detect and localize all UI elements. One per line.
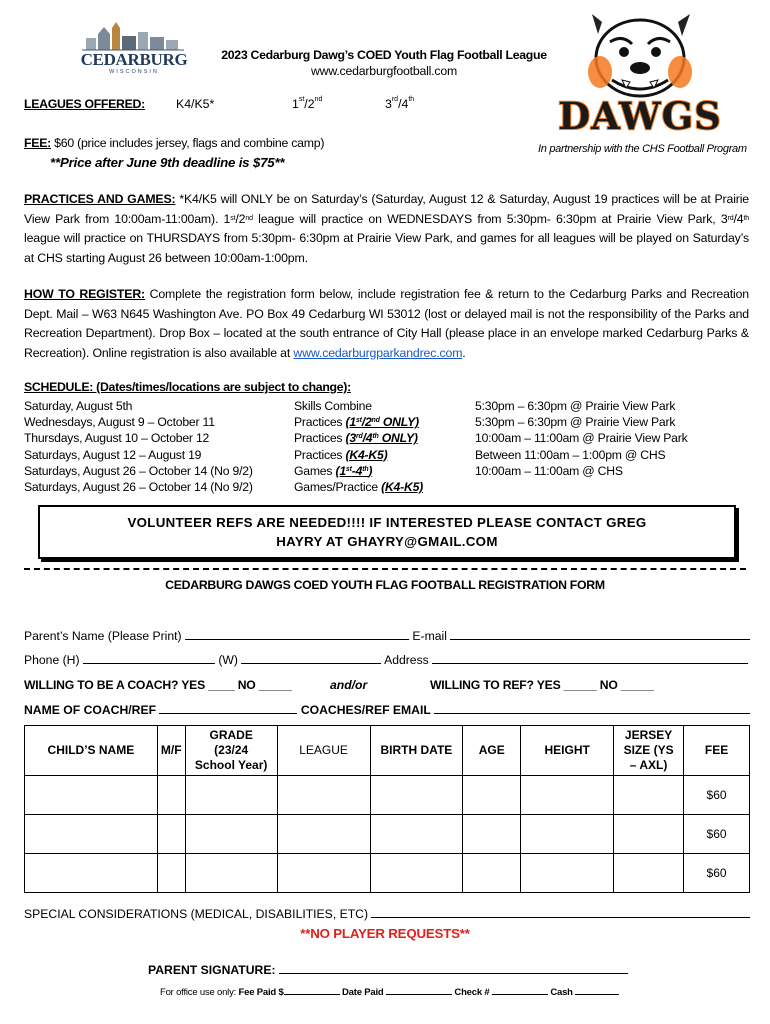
child-name-cell[interactable] bbox=[25, 776, 158, 815]
schedule-date: Saturday, August 5th bbox=[24, 399, 133, 413]
cedarburg-logo bbox=[78, 22, 190, 76]
age-cell[interactable] bbox=[463, 815, 521, 854]
special-row: SPECIAL CONSIDERATIONS (MEDICAL, DISABILITIES, ETC) bbox=[24, 907, 750, 921]
coach-name-row: NAME OF COACH/REF COACHES/REF EMAIL bbox=[24, 703, 750, 717]
partnership-note: In partnership with the CHS Football Program bbox=[538, 143, 747, 155]
grade-cell[interactable] bbox=[185, 815, 277, 854]
schedule-event: Skills Combine bbox=[294, 399, 372, 413]
fee-paid-field[interactable] bbox=[284, 994, 340, 995]
birth-date-cell[interactable] bbox=[370, 815, 463, 854]
registration-link[interactable]: www.cedarburgparkandrec.com bbox=[293, 345, 463, 360]
phone-home-field[interactable] bbox=[83, 663, 215, 664]
schedule-date: Saturdays, August 12 – August 19 bbox=[24, 447, 202, 462]
col-birth-date: BIRTH DATE bbox=[370, 726, 463, 776]
mf-cell[interactable] bbox=[157, 776, 185, 815]
no-player-requests: **NO PLAYER REQUESTS** bbox=[300, 926, 470, 941]
cut-line bbox=[24, 568, 746, 570]
age-cell[interactable] bbox=[463, 776, 521, 815]
mf-cell[interactable] bbox=[157, 815, 185, 854]
schedule-times bbox=[475, 398, 688, 479]
fee-line bbox=[24, 136, 324, 150]
schedule-time: 5:30pm – 6:30pm @ Prairie View Park bbox=[475, 399, 676, 413]
age-cell[interactable] bbox=[463, 854, 521, 893]
birth-date-cell[interactable] bbox=[370, 776, 463, 815]
fee-cell: $60 bbox=[684, 776, 750, 815]
and-or: and/or bbox=[330, 678, 368, 692]
coach-question[interactable]: WILLING TO BE A COACH? YES ____ NO _____ bbox=[24, 678, 292, 692]
col-league: LEAGUE bbox=[277, 726, 370, 776]
register-paragraph: HOW TO REGISTER: Complete the registration form below, include registration fee & return to the Cedarburg Parks and Recreation Dept. Mail – W63 N645 Washington Ave. PO Box 49 Cedarburg WI 53012 (lost or delayed mail is not the responsibility of the Parks and Recreation Department). Drop Box – located at the south entrance of City Hall (please place in an envelope marked Cedarburg Parks & Recreation). Online registration is also available at www.cedarburgparkandrec.com. bbox=[24, 287, 749, 360]
practices-paragraph bbox=[24, 190, 749, 268]
fee-label: FEE: bbox=[24, 136, 52, 150]
website: www.cedarburgfootball.com bbox=[310, 64, 458, 78]
height-cell[interactable] bbox=[521, 854, 614, 893]
schedule-date: Saturdays, August 26 – October 14 (No 9/2) bbox=[24, 463, 253, 478]
fee-text: $60 (price includes jersey, flags and combine camp) bbox=[51, 136, 325, 150]
league-title: 2023 Cedarburg Dawg’s COED Youth Flag Football League bbox=[221, 48, 547, 62]
jersey-cell[interactable] bbox=[614, 854, 684, 893]
practices-text: *K4/K5 will ONLY be on Saturday’s (Saturday, August 12 & Saturday, August 19 practices will be at Prairie View Park from 10:00am-11:00am). 1st/2nd league will practice on WEDNESDAYS from 5:30pm- 6:30pm at Prairie View Park, 3rd/4th league will practice on THURSDAYS from 5:30pm- 6:30pm at Prairie View Park, and games for all leagues will be played on Saturday’s at CHS starting August 26 between 10:00am-1:00pm. bbox=[24, 192, 749, 265]
schedule-date: Wednesdays, August 9 – October 11 bbox=[24, 415, 215, 430]
coach-name-field[interactable] bbox=[159, 713, 297, 714]
schedule-event: Games/Practice (K4-K5) bbox=[294, 480, 424, 495]
col-mf: M/F bbox=[157, 726, 185, 776]
child-name-cell[interactable] bbox=[25, 854, 158, 893]
schedule-event: Practices (1st/2nd ONLY) bbox=[294, 415, 419, 430]
schedule-date: Thursdays, August 10 – October 12 bbox=[24, 431, 210, 446]
jersey-cell[interactable] bbox=[614, 815, 684, 854]
special-considerations-field[interactable] bbox=[371, 917, 750, 918]
check-field[interactable] bbox=[492, 994, 548, 995]
child-name-cell[interactable] bbox=[25, 815, 158, 854]
schedule-time: Between 11:00am – 1:00pm @ CHS bbox=[475, 447, 666, 462]
grade-cell[interactable] bbox=[185, 854, 277, 893]
grade-cell[interactable] bbox=[185, 776, 277, 815]
league-3rd-4th: 3rd/4th bbox=[385, 96, 415, 111]
volunteer-box bbox=[38, 505, 736, 559]
col-age: AGE bbox=[463, 726, 521, 776]
schedule-events bbox=[294, 398, 423, 495]
col-height: HEIGHT bbox=[521, 726, 614, 776]
register-text: Complete the registration form below, include registration fee & return to the Cedarburg Parks and Recreation Dept. Mail – W63 N645 Washington Ave. PO Box 49 Cedarburg WI 53012 (lost or delayed mail is not the responsibility of the Parks and Recreation Department). Drop Box – located at the south entrance of City Hall (please place in an envelope marked Cedarburg Parks & Recreation). Online registration is also available at bbox=[24, 287, 749, 360]
fee-cell: $60 bbox=[684, 815, 750, 854]
table-row bbox=[25, 854, 750, 893]
parent-name-row: Parent’s Name (Please Print) E-mail bbox=[24, 629, 750, 643]
table-header-row bbox=[25, 726, 750, 776]
cash-field[interactable] bbox=[575, 994, 619, 995]
dawgs-wordmark: DAWGS bbox=[558, 94, 722, 138]
birth-date-cell[interactable] bbox=[370, 854, 463, 893]
league-k4k5: K4/K5* bbox=[176, 97, 215, 111]
schedule-event: Practices (3rd/4th ONLY) bbox=[294, 431, 418, 446]
height-cell[interactable] bbox=[521, 776, 614, 815]
signature-field[interactable] bbox=[279, 973, 628, 974]
register-label: HOW TO REGISTER: bbox=[24, 287, 146, 301]
table-row bbox=[25, 815, 750, 854]
jersey-cell[interactable] bbox=[614, 776, 684, 815]
leagues-label: LEAGUES OFFERED: bbox=[24, 97, 145, 111]
signature-row: PARENT SIGNATURE: bbox=[148, 963, 628, 977]
table-row bbox=[25, 776, 750, 815]
league-cell[interactable] bbox=[277, 815, 370, 854]
col-childs-name: CHILD’S NAME bbox=[25, 726, 158, 776]
email-field[interactable] bbox=[450, 639, 750, 640]
practices-label: PRACTICES AND GAMES: bbox=[24, 192, 176, 206]
phone-work-field[interactable] bbox=[241, 663, 381, 664]
parent-name-field[interactable] bbox=[185, 639, 409, 640]
schedule-time: 10:00am – 11:00am @ Prairie View Park bbox=[475, 431, 688, 446]
height-cell[interactable] bbox=[521, 815, 614, 854]
mf-cell[interactable] bbox=[157, 854, 185, 893]
registration-table bbox=[24, 725, 750, 893]
schedule-time: 10:00am – 11:00am @ CHS bbox=[475, 463, 623, 478]
col-jersey-size: JERSEY SIZE (YS – AXL) bbox=[614, 726, 684, 776]
fee-cell: $60 bbox=[684, 854, 750, 893]
schedule-event: Games (1st-4th) bbox=[294, 463, 373, 478]
logo-state: WISCONSIN bbox=[109, 69, 159, 75]
city-skyline-icon bbox=[78, 22, 190, 52]
fee-deadline: **Price after June 9th deadline is $75** bbox=[50, 155, 285, 170]
league-1st-2nd: 1st/2nd bbox=[292, 96, 323, 111]
schedule-heading: SCHEDULE: (Dates/times/locations are subject to change): bbox=[24, 380, 351, 394]
address-field[interactable] bbox=[432, 663, 748, 664]
league-cell[interactable] bbox=[277, 854, 370, 893]
volunteer-text: VOLUNTEER REFS ARE NEEDED!!!! IF INTERESTED PLEASE CONTACT GREG HAYRY AT GHAYRY@GMAIL.COM bbox=[127, 515, 647, 549]
col-grade: GRADE (23/24 School Year) bbox=[185, 726, 277, 776]
schedule-date: Saturdays, August 26 – October 14 (No 9/2) bbox=[24, 480, 253, 495]
schedule-time: 5:30pm – 6:30pm @ Prairie View Park bbox=[475, 415, 676, 430]
coach-email-field[interactable] bbox=[434, 713, 750, 714]
logo-name: CEDARBURG bbox=[80, 50, 188, 69]
form-title: CEDARBURG DAWGS COED YOUTH FLAG FOOTBALL REGISTRATION FORM bbox=[165, 578, 605, 592]
schedule-event: Practices (K4-K5) bbox=[294, 447, 388, 462]
date-paid-field[interactable] bbox=[386, 994, 452, 995]
ref-question[interactable]: WILLING TO REF? YES _____ NO _____ bbox=[430, 678, 654, 692]
col-fee: FEE bbox=[684, 726, 750, 776]
league-cell[interactable] bbox=[277, 776, 370, 815]
phone-row: Phone (H) (W) Address bbox=[24, 653, 750, 667]
schedule-dates bbox=[24, 398, 253, 495]
office-use-row: For office use only: Fee Paid $ Date Paid Check # Cash bbox=[160, 987, 619, 998]
